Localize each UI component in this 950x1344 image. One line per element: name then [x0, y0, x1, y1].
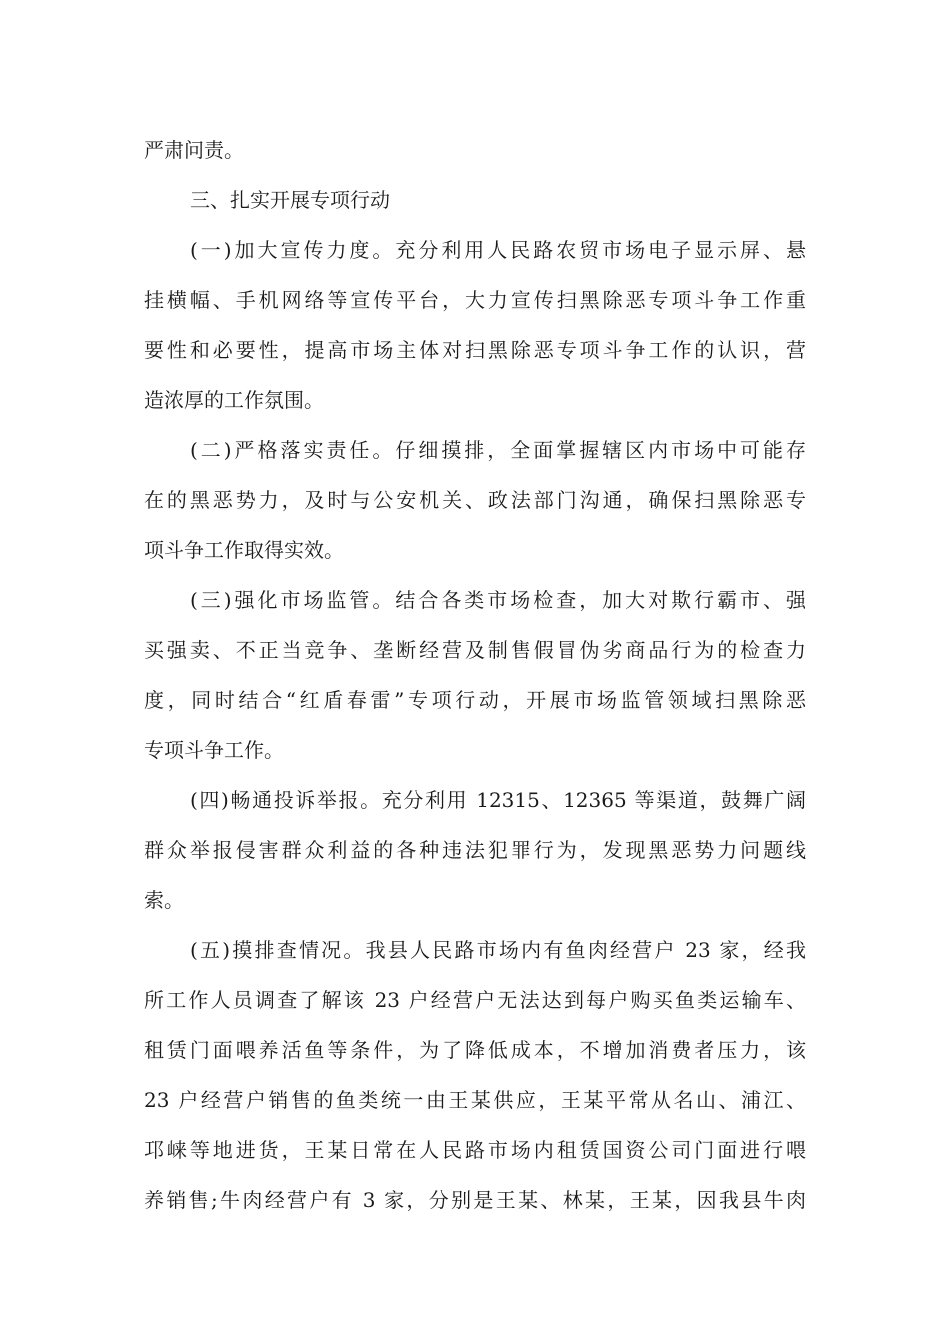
text-line: (二)严格落实责任。仔细摸排，全面掌握辖区内市场中可能存	[190, 438, 806, 462]
text-line: (三)强化市场监管。结合各类市场检查，加大对欺行霸市、强	[190, 588, 806, 612]
text-line: (一)加大宣传力度。充分利用人民路农贸市场电子显示屏、悬	[190, 238, 806, 262]
text-line: 23 户经营户销售的鱼类统一由王某供应，王某平常从名山、浦江、	[144, 1088, 806, 1112]
text-line: 邛崃等地进货，王某日常在人民路市场内租赁国资公司门面进行喂	[144, 1138, 806, 1162]
text-line: 买强卖、不正当竞争、垄断经营及制售假冒伪劣商品行为的检查力	[144, 638, 806, 662]
text-line: 项斗争工作取得实效。	[144, 538, 344, 562]
text-line: 养销售;牛肉经营户有 3 家，分别是王某、林某，王某，因我县牛肉	[144, 1188, 806, 1212]
text-line: 群众举报侵害群众利益的各种违法犯罪行为，发现黑恶势力问题线	[144, 838, 806, 862]
text-line: 严肃问责。	[144, 138, 244, 162]
text-line: 造浓厚的工作氛围。	[144, 388, 324, 412]
section-heading: 三、扎实开展专项行动	[190, 188, 390, 212]
text-line: 挂横幅、手机网络等宣传平台，大力宣传扫黑除恶专项斗争工作重	[144, 288, 806, 312]
text-line: 度，同时结合“红盾春雷”专项行动，开展市场监管领域扫黑除恶	[144, 688, 806, 712]
text-line: (四)畅通投诉举报。充分利用 12315、12365 等渠道，鼓舞广阔	[190, 788, 806, 812]
text-line: (五)摸排查情况。我县人民路市场内有鱼肉经营户 23 家，经我	[190, 938, 806, 962]
text-line: 在的黑恶势力，及时与公安机关、政法部门沟通，确保扫黑除恶专	[144, 488, 806, 512]
text-line: 要性和必要性，提高市场主体对扫黑除恶专项斗争工作的认识，营	[144, 338, 806, 362]
text-line: 专项斗争工作。	[144, 738, 284, 762]
text-line: 索。	[144, 888, 184, 912]
text-line: 所工作人员调查了解该 23 户经营户无法达到每户购买鱼类运输车、	[144, 988, 806, 1012]
text-line: 租赁门面喂养活鱼等条件，为了降低成本，不增加消费者压力，该	[144, 1038, 806, 1062]
